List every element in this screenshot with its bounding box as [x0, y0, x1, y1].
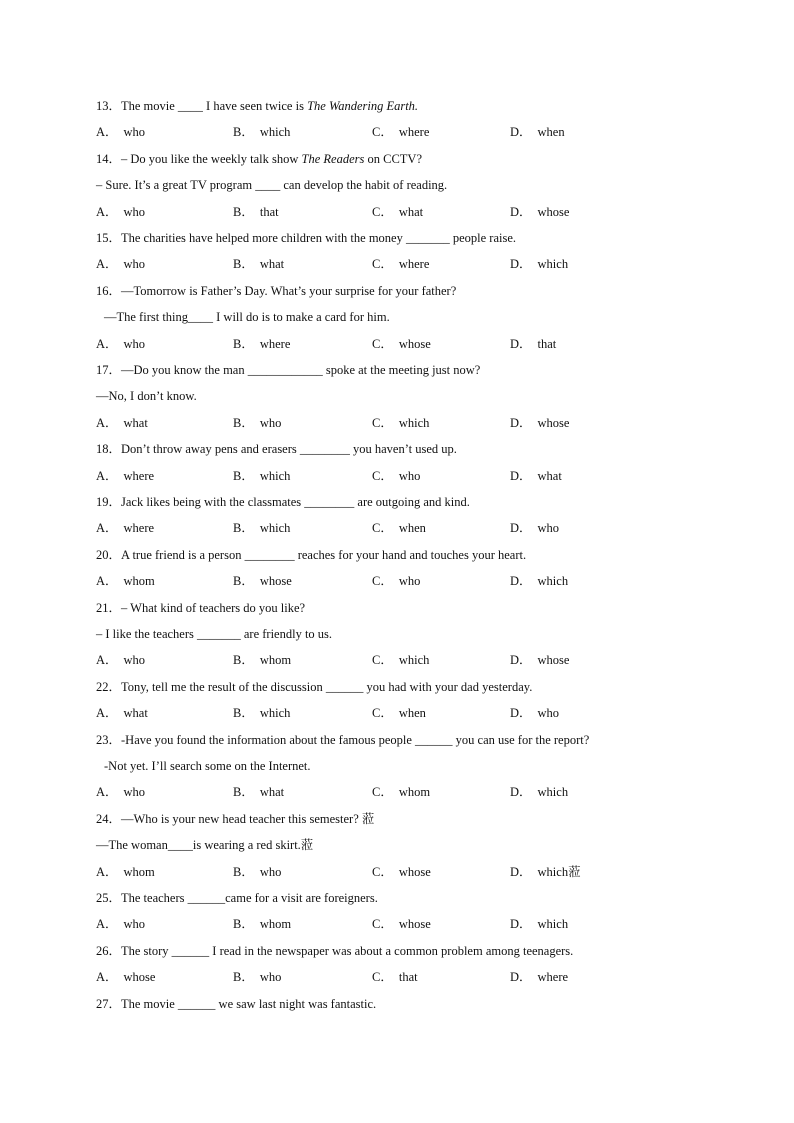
question-text: 23．-Have you found the information about the famous people ______ you can use for the report?	[96, 732, 590, 747]
question-text: 16．—Tomorrow is Father’s Day. What’s your surprise for your father?	[96, 283, 457, 298]
option-text: where	[398, 125, 430, 140]
option-text: who	[398, 468, 421, 483]
question-line	[96, 388, 197, 404]
option-text: which蒞	[537, 864, 581, 879]
option-text: where	[398, 257, 430, 272]
answer-option[interactable]	[96, 784, 145, 800]
italic-title: The Wandering Earth.	[307, 99, 419, 113]
option-letter: D．	[510, 468, 532, 483]
answer-option[interactable]	[510, 969, 568, 985]
question-stem	[96, 811, 374, 827]
option-letter: A．	[96, 204, 118, 219]
option-text: whom	[398, 785, 431, 800]
answer-option[interactable]	[510, 415, 569, 431]
option-letter: B．	[233, 257, 254, 272]
question-text: 27．The movie ______ we saw last night was fantastic.	[96, 996, 377, 1011]
option-text: whose	[398, 864, 431, 879]
question-stem	[96, 494, 470, 510]
option-letter: A．	[96, 970, 118, 985]
answer-option[interactable]	[233, 468, 290, 484]
question-stem	[96, 98, 418, 114]
answer-option[interactable]	[372, 705, 426, 721]
question-text: 20．A true friend is a person ________ reaches for your hand and touches your heart.	[96, 547, 527, 562]
option-letter: D．	[510, 574, 532, 589]
option-text: what	[259, 785, 285, 800]
option-letter: B．	[233, 336, 254, 351]
question-stem	[96, 679, 532, 695]
option-text: where	[123, 468, 155, 483]
question-stem	[96, 890, 378, 906]
option-text: when	[398, 706, 426, 721]
option-text: who	[123, 917, 146, 932]
option-text: which	[259, 468, 291, 483]
question-stem	[96, 996, 376, 1012]
answer-option[interactable]	[372, 969, 418, 985]
option-letter: B．	[233, 204, 254, 219]
answer-option[interactable]	[510, 916, 568, 932]
answer-option[interactable]	[233, 204, 279, 220]
option-letter: B．	[233, 415, 254, 430]
question-text: on CCTV?	[364, 151, 423, 166]
question-stem	[96, 600, 305, 616]
option-letter: D．	[510, 970, 532, 985]
answer-option[interactable]	[96, 652, 145, 668]
option-text: whose	[537, 415, 570, 430]
option-letter: A．	[96, 706, 118, 721]
question-stem	[96, 547, 526, 563]
answer-option[interactable]	[372, 336, 431, 352]
option-letter: B．	[233, 706, 254, 721]
option-letter: D．	[510, 785, 532, 800]
option-text: where	[537, 970, 569, 985]
option-text: whose	[123, 970, 156, 985]
option-letter: C．	[372, 574, 393, 589]
option-text: who	[123, 257, 146, 272]
option-text: what	[123, 706, 148, 721]
option-letter: A．	[96, 257, 118, 272]
question-text: 15．The charities have helped more children with the money _______ people raise.	[96, 231, 517, 245]
answer-option[interactable]	[96, 916, 145, 932]
answer-option[interactable]	[372, 652, 429, 668]
option-text: whose	[398, 336, 431, 351]
option-text: where	[123, 521, 155, 536]
question-stem	[96, 151, 422, 167]
option-letter: B．	[233, 864, 254, 879]
answer-option[interactable]	[96, 415, 148, 431]
option-text: what	[123, 415, 148, 430]
answer-option[interactable]	[372, 916, 431, 932]
option-letter: B．	[233, 468, 254, 483]
answer-option[interactable]	[96, 705, 148, 721]
question-line	[96, 837, 313, 853]
question-text: 24．—Who is your new head teacher this semester? 蒞	[96, 811, 375, 826]
answer-option[interactable]	[96, 520, 154, 536]
option-text: who	[398, 574, 421, 589]
option-letter: A．	[96, 468, 118, 483]
answer-option[interactable]	[510, 468, 562, 484]
question-text: —The first thing____ I will do is to make a card for him.	[104, 310, 390, 325]
option-text: whom	[123, 574, 155, 589]
option-letter: A．	[96, 864, 118, 879]
option-letter: C．	[372, 204, 393, 219]
option-text: what	[259, 257, 285, 272]
option-letter: B．	[233, 917, 254, 932]
question-text: —No, I don’t know.	[96, 389, 197, 404]
answer-option[interactable]	[372, 864, 431, 880]
question-stem	[96, 441, 457, 457]
answer-option[interactable]	[96, 124, 145, 140]
question-stem	[96, 943, 573, 959]
option-letter: B．	[233, 653, 254, 668]
answer-option[interactable]	[96, 864, 155, 880]
option-text: which	[537, 917, 569, 932]
option-text: that	[259, 204, 279, 219]
answer-option[interactable]	[510, 520, 559, 536]
option-letter: C．	[372, 917, 393, 932]
option-text: which	[537, 257, 569, 272]
option-text: whom	[259, 653, 292, 668]
option-letter: C．	[372, 785, 393, 800]
answer-option[interactable]	[233, 573, 292, 589]
option-text: whose	[398, 917, 431, 932]
option-text: which	[398, 653, 430, 668]
answer-option[interactable]	[372, 784, 430, 800]
option-text: whom	[123, 864, 155, 879]
option-letter: A．	[96, 336, 118, 351]
option-letter: D．	[510, 521, 532, 536]
answer-option[interactable]	[233, 415, 281, 431]
option-letter: D．	[510, 415, 532, 430]
option-text: which	[259, 125, 291, 140]
question-text: 25．The teachers ______came for a visit are foreigners.	[96, 891, 378, 905]
italic-title: The Readers	[301, 151, 365, 166]
option-text: who	[123, 785, 146, 800]
option-letter: A．	[96, 574, 118, 589]
question-text: 19．Jack likes being with the classmates ________ are outgoing and kind.	[96, 495, 470, 509]
question-text: —The woman____is wearing a red skirt.蒞	[96, 838, 314, 853]
option-letter: D．	[510, 204, 532, 219]
answer-option[interactable]	[233, 705, 290, 721]
question-text: – I like the teachers _______ are friendly to us.	[96, 627, 333, 641]
option-letter: A．	[96, 917, 118, 932]
option-text: whose	[537, 204, 570, 219]
option-text: who	[259, 415, 282, 430]
option-text: what	[398, 204, 424, 219]
question-text: -Not yet. I’ll search some on the Internet.	[104, 759, 311, 773]
answer-option[interactable]	[96, 336, 145, 352]
answer-option[interactable]	[96, 468, 154, 484]
question-text: – Sure. It’s a great TV program ____ can develop the habit of reading.	[96, 178, 448, 193]
option-letter: D．	[510, 706, 532, 721]
answer-option[interactable]	[510, 573, 568, 589]
answer-option[interactable]	[233, 864, 281, 880]
option-letter: A．	[96, 653, 118, 668]
answer-option[interactable]	[510, 256, 568, 272]
option-text: which	[398, 415, 430, 430]
answer-option[interactable]	[510, 124, 565, 140]
answer-option[interactable]	[233, 520, 290, 536]
option-letter: B．	[233, 970, 254, 985]
option-text: which	[259, 706, 291, 721]
option-text: who	[537, 521, 560, 536]
answer-option[interactable]	[233, 256, 284, 272]
option-text: when	[398, 521, 426, 536]
option-letter: A．	[96, 521, 118, 536]
answer-option[interactable]	[510, 784, 568, 800]
question-line	[104, 309, 390, 325]
option-letter: B．	[233, 521, 254, 536]
answer-option[interactable]	[233, 784, 284, 800]
option-letter: C．	[372, 415, 393, 430]
option-letter: C．	[372, 125, 393, 140]
option-text: whose	[259, 574, 292, 589]
question-line	[96, 177, 447, 193]
answer-option[interactable]	[233, 336, 290, 352]
answer-option[interactable]	[233, 124, 290, 140]
option-letter: A．	[96, 785, 118, 800]
question-line	[96, 626, 332, 642]
answer-option[interactable]	[233, 652, 291, 668]
option-text: where	[259, 336, 291, 351]
answer-option[interactable]	[372, 124, 429, 140]
answer-option[interactable]	[372, 573, 420, 589]
option-letter: C．	[372, 521, 393, 536]
option-text: who	[123, 125, 146, 140]
option-text: that	[398, 970, 418, 985]
option-letter: C．	[372, 864, 393, 879]
answer-option[interactable]	[96, 204, 145, 220]
question-text: 26．The story ______ I read in the newspaper was about a common problem among teenagers.	[96, 943, 574, 958]
option-text: when	[537, 125, 565, 140]
question-text: 17．—Do you know the man ____________ spoke at the meeting just now?	[96, 363, 481, 377]
option-text: who	[259, 970, 282, 985]
option-text: whom	[259, 917, 292, 932]
option-letter: B．	[233, 574, 254, 589]
question-text: 18．Don’t throw away pens and erasers ________ you haven’t used up.	[96, 442, 457, 457]
answer-option[interactable]	[96, 573, 155, 589]
answer-option[interactable]	[372, 256, 429, 272]
option-letter: D．	[510, 125, 532, 140]
answer-option[interactable]	[510, 864, 581, 880]
answer-option[interactable]	[372, 468, 420, 484]
answer-option[interactable]	[233, 969, 281, 985]
option-letter: C．	[372, 257, 393, 272]
option-letter: D．	[510, 257, 532, 272]
answer-option[interactable]	[510, 705, 559, 721]
answer-option[interactable]	[372, 204, 423, 220]
question-stem	[96, 283, 456, 299]
option-text: which	[537, 785, 569, 800]
option-letter: D．	[510, 917, 532, 932]
answer-option[interactable]	[510, 652, 569, 668]
option-letter: B．	[233, 125, 254, 140]
option-letter: D．	[510, 336, 532, 351]
answer-option[interactable]	[510, 204, 569, 220]
option-letter: A．	[96, 125, 118, 140]
answer-option[interactable]	[510, 336, 556, 352]
option-letter: C．	[372, 970, 393, 985]
answer-option[interactable]	[96, 969, 155, 985]
option-text: what	[537, 468, 562, 483]
option-text: who	[123, 204, 146, 219]
question-text: 21．– What kind of teachers do you like?	[96, 600, 306, 615]
answer-option[interactable]	[233, 916, 291, 932]
question-stem	[96, 230, 516, 246]
option-text: who	[259, 864, 282, 879]
answer-option[interactable]	[372, 520, 426, 536]
option-letter: D．	[510, 653, 532, 668]
option-text: which	[537, 574, 569, 589]
question-text: 13．The movie ____ I have seen twice is	[96, 99, 308, 113]
question-text: 14．– Do you like the weekly talk show	[96, 151, 302, 166]
option-text: whose	[537, 653, 570, 668]
option-letter: C．	[372, 706, 393, 721]
option-text: who	[123, 336, 146, 351]
option-text: who	[123, 653, 146, 668]
question-line	[104, 758, 311, 774]
option-text: which	[259, 521, 291, 536]
answer-option[interactable]	[96, 256, 145, 272]
option-text: that	[537, 336, 557, 351]
option-letter: C．	[372, 336, 393, 351]
option-letter: D．	[510, 864, 532, 879]
option-letter: C．	[372, 653, 393, 668]
option-letter: B．	[233, 785, 254, 800]
option-letter: C．	[372, 468, 393, 483]
question-stem	[96, 732, 589, 748]
option-text: who	[537, 706, 560, 721]
question-stem	[96, 362, 480, 378]
option-letter: A．	[96, 415, 118, 430]
question-text: 22．Tony, tell me the result of the discussion ______ you had with your dad yesterday.	[96, 679, 533, 694]
answer-option[interactable]	[372, 415, 429, 431]
